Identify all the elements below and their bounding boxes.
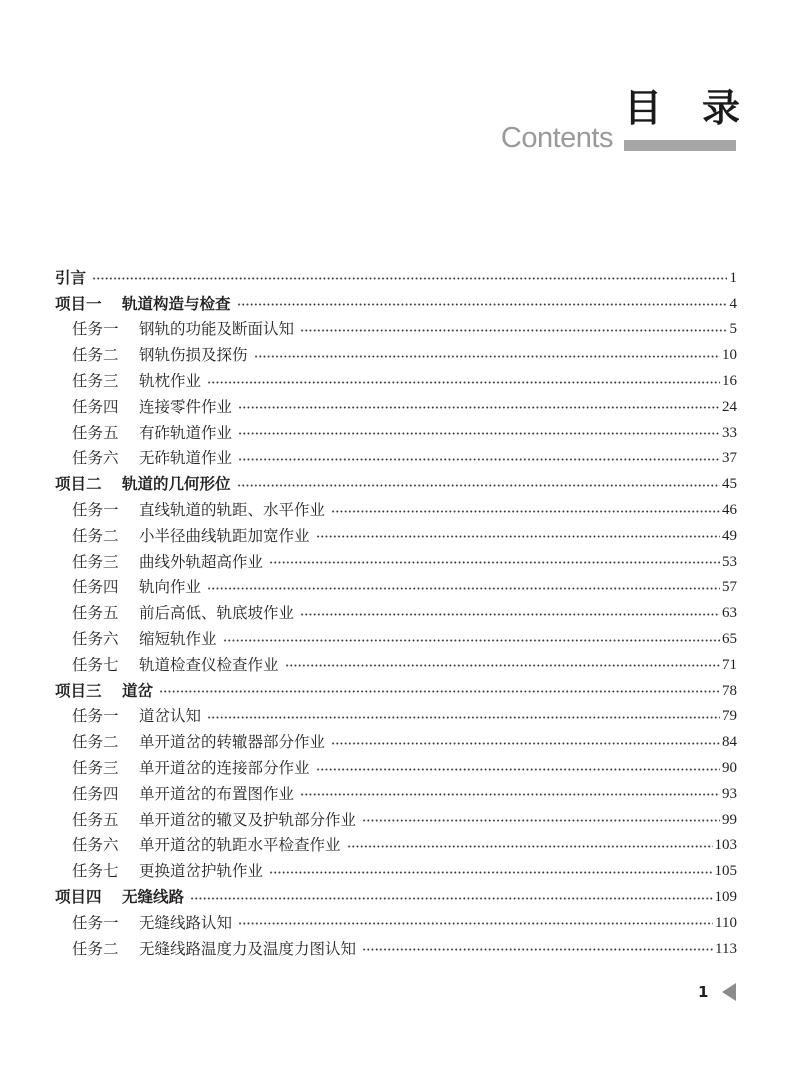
toc-entry-label: 任务一 [72, 707, 119, 726]
toc-entry-task [55, 910, 737, 936]
toc-entry-task [55, 420, 737, 446]
toc-entry-label: 任务五 [72, 423, 119, 442]
toc-entry-label: 任务三 [72, 552, 119, 571]
dot-leader [238, 458, 720, 461]
toc-entry-label: 项目一 [55, 294, 102, 313]
toc-entry-page-number: 84 [722, 734, 737, 751]
toc-entry-task [55, 807, 737, 833]
dot-leader [331, 510, 720, 513]
toc-entry-title: 单开道岔的轨距水平检查作业 [139, 836, 341, 855]
toc-entry-task [55, 652, 737, 678]
toc-entry-project [55, 471, 737, 497]
toc-entry-page-number: 113 [715, 940, 737, 957]
toc-entry-label: 任务六 [72, 836, 119, 855]
dot-leader [269, 871, 712, 874]
toc-entry-title: 缩短轨作业 [139, 630, 217, 649]
toc-entry-label: 任务七 [72, 655, 119, 674]
toc-entry-title: 轨道构造与检查 [122, 294, 231, 313]
toc-entry-title: 钢轨的功能及断面认知 [139, 320, 295, 339]
table-of-contents [55, 265, 737, 962]
toc-entry-label: 项目四 [55, 888, 102, 907]
toc-entry-page-number: 53 [722, 553, 737, 570]
dot-leader [285, 664, 720, 667]
dot-leader [237, 484, 720, 487]
toc-entry-page-number: 45 [722, 476, 737, 493]
toc-entry-label: 任务二 [72, 939, 119, 958]
toc-entry-title: 轨向作业 [139, 578, 202, 597]
dot-leader [300, 793, 720, 796]
footer-page-number: 1 [698, 983, 709, 1001]
toc-entry-title: 道岔认知 [139, 707, 202, 726]
toc-entry-page-number: 79 [722, 708, 737, 725]
dot-leader [238, 406, 720, 409]
dot-leader [362, 948, 713, 951]
toc-entry-page-number: 4 [729, 295, 737, 312]
toc-entry-title: 小半径曲线轨距加宽作业 [139, 526, 310, 545]
toc-entry-label: 任务四 [72, 578, 119, 597]
dot-leader [159, 690, 720, 693]
toc-entry-page-number: 90 [722, 760, 737, 777]
toc-entry-title: 连接零件作业 [139, 397, 233, 416]
page-subtitle: Contents [500, 122, 613, 154]
triangle-left-icon [722, 983, 736, 1001]
dot-leader [223, 639, 720, 642]
toc-entry-page-number: 93 [722, 785, 737, 802]
toc-entry-title: 轨道的几何形位 [122, 475, 231, 494]
subtitle-accent-bar [624, 140, 736, 151]
dot-leader [316, 768, 720, 771]
toc-entry-label: 任务六 [72, 630, 119, 649]
toc-entry-task [55, 858, 737, 884]
toc-entry-title: 曲线外轨超高作业 [139, 552, 264, 571]
dot-leader [207, 716, 720, 719]
toc-entry-task [55, 729, 737, 755]
toc-entry-page-number: 33 [722, 424, 737, 441]
toc-entry-title: 前后高低、轨底坡作业 [139, 604, 295, 623]
toc-entry-page-number: 5 [729, 321, 737, 338]
toc-entry-title: 直线轨道的轨距、水平作业 [139, 501, 326, 520]
dot-leader [207, 381, 720, 384]
toc-entry-page-number: 71 [722, 656, 737, 673]
toc-entry-label: 任务五 [72, 604, 119, 623]
toc-entry-task [55, 368, 737, 394]
toc-entry-label: 任务一 [72, 913, 119, 932]
toc-entry-page-number: 24 [722, 398, 737, 415]
toc-entry-task [55, 342, 737, 368]
toc-entry-task [55, 523, 737, 549]
toc-entry-page-number: 65 [722, 631, 737, 648]
toc-entry-label: 任务一 [72, 320, 119, 339]
toc-entry-label: 项目三 [55, 681, 102, 700]
dot-leader [238, 922, 713, 925]
dot-leader [254, 355, 720, 358]
toc-entry-title: 轨枕作业 [139, 372, 202, 391]
toc-entry-title: 道岔 [122, 681, 154, 700]
toc-entry-label: 任务四 [72, 397, 119, 416]
toc-entry-title: 轨道检查仪检查作业 [139, 655, 279, 674]
dot-leader [316, 535, 720, 538]
toc-entry-title: 单开道岔的布置图作业 [139, 784, 295, 803]
toc-entry-project [55, 265, 737, 291]
toc-entry-page-number: 37 [722, 450, 737, 467]
toc-entry-title: 无缝线路温度力及温度力图认知 [139, 939, 357, 958]
toc-entry-label: 任务一 [72, 501, 119, 520]
dot-leader [347, 845, 713, 848]
toc-entry-title: 单开道岔的转辙器部分作业 [139, 733, 326, 752]
toc-entry-task [55, 497, 737, 523]
toc-entry-task [55, 936, 737, 962]
dot-leader [269, 561, 720, 564]
toc-entry-page-number: 110 [715, 914, 737, 931]
toc-entry-title: 更换道岔护轨作业 [139, 862, 264, 881]
toc-entry-page-number: 57 [722, 579, 737, 596]
toc-entry-label: 项目二 [55, 475, 102, 494]
toc-entry-title: 单开道岔的连接部分作业 [139, 759, 310, 778]
dot-leader [331, 742, 720, 745]
toc-entry-task [55, 704, 737, 730]
toc-entry-page-number: 78 [722, 682, 737, 699]
toc-entry-label: 任务七 [72, 862, 119, 881]
toc-entry-title: 钢轨伤损及探伤 [139, 346, 248, 365]
toc-entry-page-number: 49 [722, 527, 737, 544]
toc-entry-page-number: 109 [714, 889, 737, 906]
toc-entry-task [55, 394, 737, 420]
toc-entry-task [55, 549, 737, 575]
toc-entry-label: 任务四 [72, 784, 119, 803]
toc-entry-task [55, 317, 737, 343]
toc-entry-task [55, 446, 737, 472]
dot-leader [238, 432, 720, 435]
toc-entry-task [55, 575, 737, 601]
toc-entry-label: 引言 [55, 268, 87, 287]
dot-leader [190, 897, 712, 900]
dot-leader [237, 303, 727, 306]
toc-entry-title: 无缝线路 [122, 888, 185, 907]
toc-entry-label: 任务二 [72, 526, 119, 545]
toc-entry-label: 任务二 [72, 346, 119, 365]
toc-entry-task [55, 755, 737, 781]
toc-entry-page-number: 10 [722, 347, 737, 364]
toc-entry-page-number: 105 [714, 863, 737, 880]
dot-leader [300, 329, 727, 332]
toc-entry-task [55, 626, 737, 652]
toc-entry-task [55, 781, 737, 807]
toc-entry-label: 任务五 [72, 810, 119, 829]
toc-entry-page-number: 99 [722, 811, 737, 828]
toc-entry-title: 无砟轨道作业 [139, 449, 233, 468]
toc-entry-title: 无缝线路认知 [139, 913, 233, 932]
toc-entry-label: 任务六 [72, 449, 119, 468]
toc-entry-page-number: 1 [729, 269, 737, 286]
dot-leader [362, 819, 720, 822]
toc-entry-task [55, 833, 737, 859]
dot-leader [207, 587, 720, 590]
toc-entry-page-number: 63 [722, 605, 737, 622]
toc-entry-page-number: 46 [722, 502, 737, 519]
toc-entry-label: 任务三 [72, 372, 119, 391]
toc-entry-task [55, 600, 737, 626]
dot-leader [300, 613, 720, 616]
toc-entry-page-number: 16 [722, 373, 737, 390]
toc-entry-title: 单开道岔的辙叉及护轨部分作业 [139, 810, 357, 829]
dot-leader [92, 277, 727, 280]
toc-entry-label: 任务二 [72, 733, 119, 752]
toc-entry-project [55, 884, 737, 910]
toc-entry-label: 任务三 [72, 759, 119, 778]
toc-entry-page-number: 103 [714, 837, 737, 854]
toc-entry-project [55, 678, 737, 704]
toc-entry-title: 有砟轨道作业 [139, 423, 233, 442]
page-title: 目录 [623, 86, 780, 130]
toc-entry-project [55, 291, 737, 317]
